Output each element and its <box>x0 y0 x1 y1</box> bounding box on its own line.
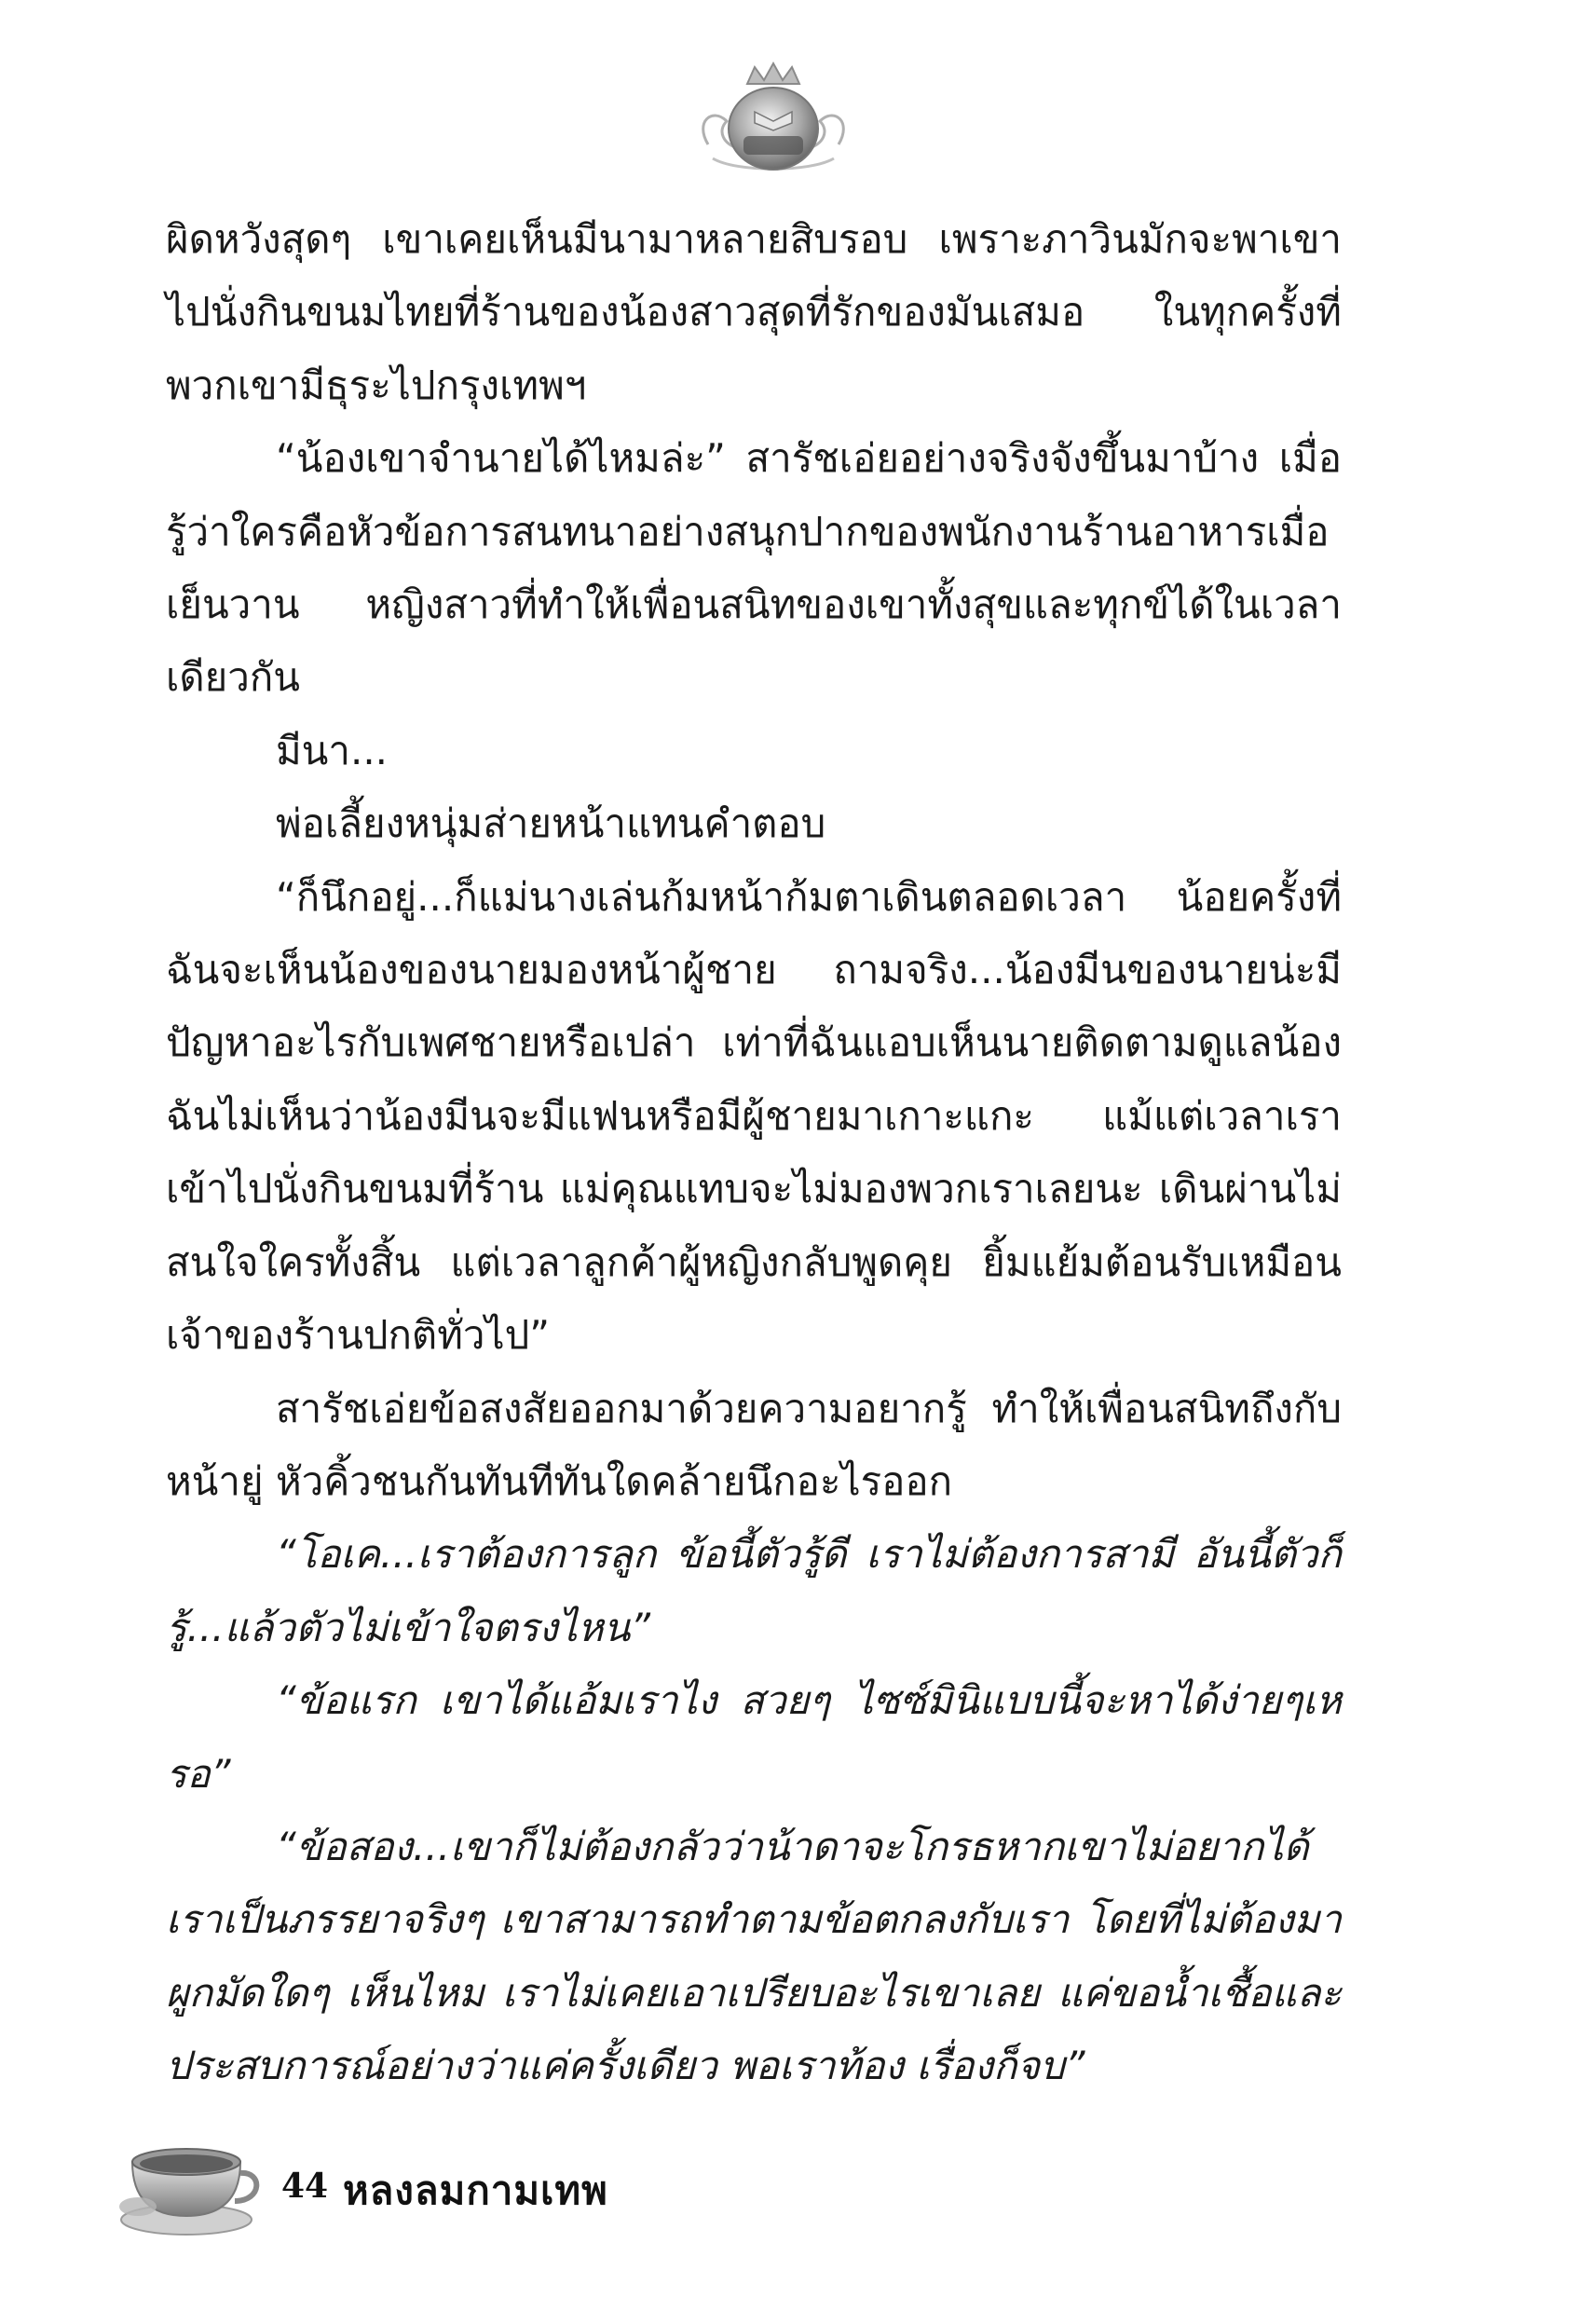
page-footer <box>112 2115 764 2246</box>
paragraph-2: “น้องเขาจำนายได้ไหมล่ะ” สารัชเอ่ยอย่างจริงจังขึ้นมาบ้าง เมื่อรู้ว่าใครคือหัวข้อการสนทนาอย่างสนุกปากของพนักงานร้านอาหารเมื่อเย็นวาน หญิงสาวที่ทำให้เพื่อนสนิทของเขาทั้งสุขและทุกข์ได้ในเวลาเดียวกัน <box>166 435 1342 701</box>
paragraph-8: “ข้อแรก เขาได้แอ้มเราไง สวยๆ ไซซ์มินิแบบนี้จะหาได้ง่ายๆเหรอ” <box>166 1677 1342 1797</box>
paragraph-9: “ข้อสอง...เขาก็ไม่ต้องกลัวว่าน้าดาจะโกรธหากเขาไม่อยากได้เราเป็นภรรยาจริงๆ เขาสามารถทำตามข้อตกลงกับเรา โดยที่ไม่ต้องมาผูกมัดใดๆ เห็นไหม เราไม่เคยเอาเปรียบอะไรเขาเลย แค่ขอน้ำเชื้อและประสบการณ์อย่างว่าแค่ครั้งเดียว พอเราท้อง เรื่องก็จบ” <box>166 1823 1342 2089</box>
page-number: 44 <box>281 2167 329 2206</box>
teacup-icon <box>112 2115 266 2246</box>
body-text <box>166 203 1342 2103</box>
paragraph-1: ผิดหวังสุดๆ เขาเคยเห็นมีนามาหลายสิบรอบ เพราะภาวินมักจะพาเขาไปนั่งกินขนมไทยที่ร้านของน้องสาวสุดที่รักของมันเสมอ ในทุกครั้งที่พวกเขามีธุระไปกรุงเทพฯ <box>166 216 1342 408</box>
paragraph-4: พ่อเลี้ยงหนุ่มส่ายหน้าแทนคำตอบ <box>276 800 826 847</box>
paragraph-7: “โอเค...เราต้องการลูก ข้อนี้ตัวรู้ดี เราไม่ต้องการสามี อันนี้ตัวก็รู้...แล้วตัวไม่เข้าใจตรงไหน” <box>166 1531 1342 1650</box>
paragraph-5: “ก็นึกอยู่...ก็แม่นางเล่นก้มหน้าก้มตาเดินตลอดเวลา น้อยครั้งที่ฉันจะเห็นน้องของนายมองหน้าผู้ชาย ถามจริง...น้องมีนของนายน่ะมีปัญหาอะไรกับเพศชายหรือเปล่า เท่าที่ฉันแอบเห็นนายติดตามดูแลน้องฉันไม่เห็นว่าน้องมีนจะมีแฟนหรือมีผู้ชายมาเกาะแกะ แม้แต่เวลาเราเข้าไปนั่งกินขนมที่ร้าน แม่คุณแทบจะไม่มองพวกเราเลยนะ เดินผ่านไม่สนใจใครทั้งสิ้น แต่เวลาลูกค้าผู้หญิงกลับพูดคุย ยิ้มแย้มต้อนรับเหมือนเจ้าของร้านปกติทั่วไป” <box>166 873 1342 1359</box>
book-title: หลงลมกามเทพ <box>343 2167 608 2213</box>
paragraph-6: สารัชเอ่ยข้อสงสัยออกมาด้วยความอยากรู้ ทำให้เพื่อนสนิทถึงกับหน้ายู่ หัวคิ้วชนกันทันทีทันใดคล้ายนึกอะไรออก <box>166 1385 1342 1504</box>
paragraph-3: มีนา... <box>276 727 389 773</box>
publisher-crest-icon <box>689 56 857 177</box>
